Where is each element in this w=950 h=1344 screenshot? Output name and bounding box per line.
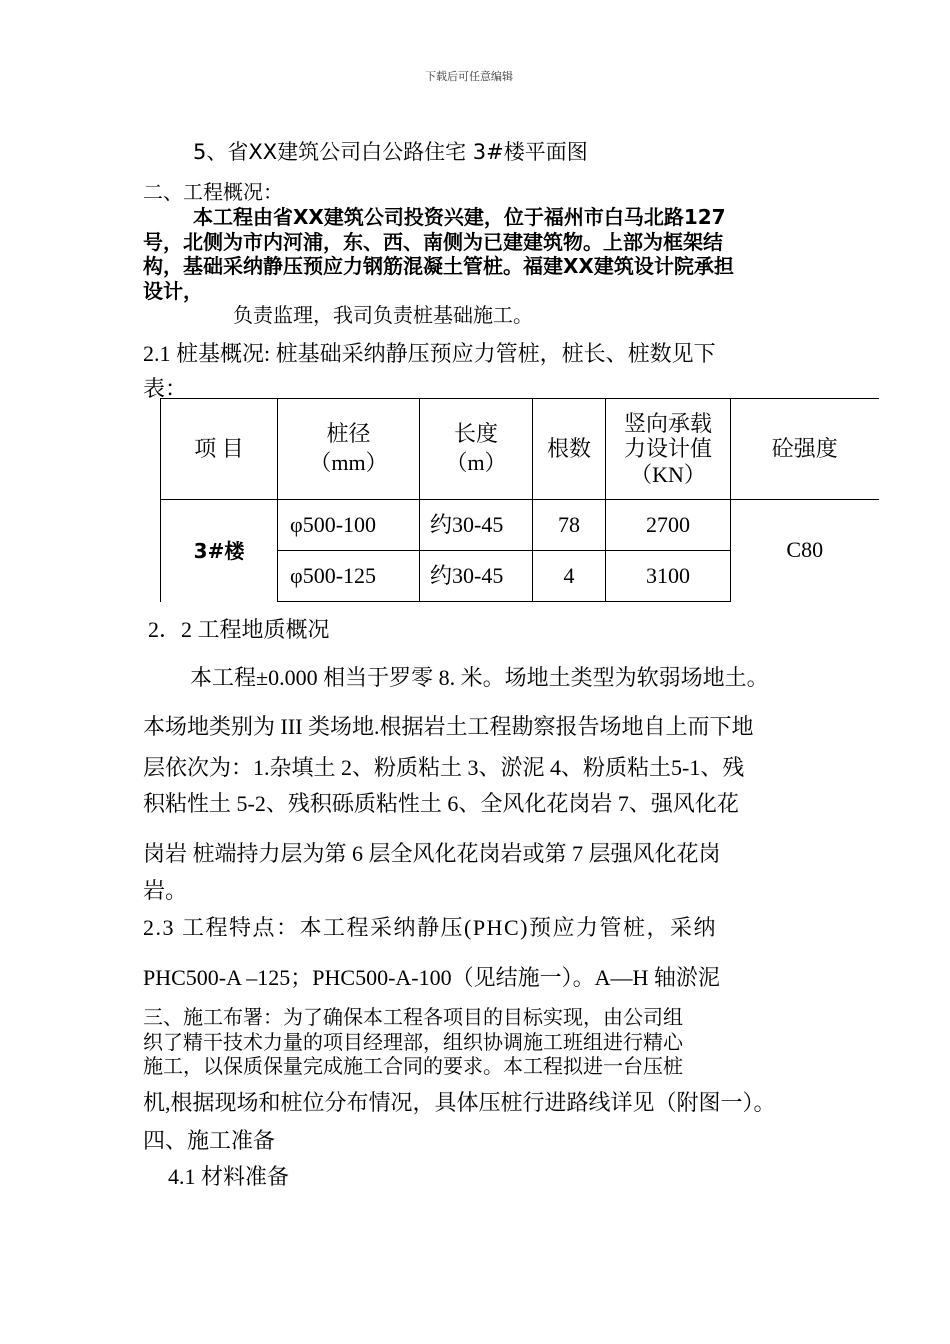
geology-line-5: 岗岩 桩端持力层为第 6 层全风化花岗岩或第 7 层强风化花岗 xyxy=(143,841,721,866)
layout-line-1: 三、施工布署：为了确保本工程各项目的目标实现，由公司组 xyxy=(143,1005,683,1029)
table-row xyxy=(161,500,879,551)
length-cell: 约30-45 xyxy=(420,551,533,602)
header-length: 长度 （m） xyxy=(420,399,533,500)
overview-line-3: 构，基础采纳静压预应力钢筋混凝土管桩。福建XX建筑设计院承担 xyxy=(143,254,734,278)
capacity-cell: 2700 xyxy=(606,500,731,551)
pile-overview-line-1: 2.1 桩基概况: 桩基础采纳静压预应力管桩，桩长、桩数见下 xyxy=(143,341,716,366)
header-item: 项 目 xyxy=(161,399,278,500)
pile-overview-line-2: 表： xyxy=(143,376,188,401)
strength-cell: C80 xyxy=(731,500,879,602)
capacity-cell: 3100 xyxy=(606,551,731,602)
geology-line-2: 本场地类别为 III 类场地.根据岩土工程勘察报告场地自上而下地 xyxy=(143,714,754,739)
overview-line-5: 负责监理，我司负责桩基础施工。 xyxy=(233,303,533,327)
layout-line-2: 织了精干技术力量的项目经理部，组织协调施工班组进行精心 xyxy=(143,1030,683,1054)
header-capacity: 竖向承载 力设计值 （KN） xyxy=(606,399,731,500)
pile-table xyxy=(160,398,879,602)
header-count: 根数 xyxy=(533,399,606,500)
section-2-heading: 二、工程概况： xyxy=(143,180,283,204)
geology-line-4: 积粘性土 5-2、残积砾质粘性土 6、全风化花岗岩 7、强风化花 xyxy=(143,791,739,816)
overview-line-2: 号，北侧为市内河浦，东、西、南侧为已建建筑物。上部为框架结 xyxy=(143,230,723,254)
geology-line-1: 本工程±0.000 相当于罗零 8. 米。场地土类型为软弱场地土。 xyxy=(190,665,769,690)
building-cell: 3#楼 xyxy=(161,500,278,602)
length-cell: 约30-45 xyxy=(420,500,533,551)
diameter-cell: φ500-125 xyxy=(278,551,420,602)
features-line-2: PHC500-A –125；PHC500-A-100（见结施一）。A—H 轴淤泥 xyxy=(143,965,720,990)
diameter-cell: φ500-100 xyxy=(278,500,420,551)
geology-line-6: 岩。 xyxy=(143,878,188,903)
table-header-row xyxy=(161,399,879,500)
overview-line-4: 设计， xyxy=(143,279,203,303)
geology-line-3: 层依次为：1.杂填土 2、粉质粘土 3、淤泥 4、粉质粘土5-1、残 xyxy=(143,755,745,780)
geology-heading: 2．2 工程地质概况 xyxy=(148,617,330,642)
page-header: 下载后可任意编辑 xyxy=(425,71,513,83)
section-4-heading: 四、施工准备 xyxy=(143,1128,276,1153)
layout-line-3: 施工，以保质保量完成施工合同的要求。本工程拟进一台压桩 xyxy=(143,1054,683,1078)
materials-heading: 4.1 材料准备 xyxy=(168,1164,290,1189)
count-cell: 78 xyxy=(533,500,606,551)
layout-line-4: 机,根据现场和桩位分布情况，具体压桩行进路线详见（附图一）。 xyxy=(143,1090,776,1115)
header-diameter: 桩径 （mm） xyxy=(278,399,420,500)
page-title: 5、省XX建筑公司白公路住宅 3#楼平面图 xyxy=(193,140,588,164)
header-strength: 砼强度 xyxy=(731,399,879,500)
overview-line-1: 本工程由省XX建筑公司投资兴建，位于福州市白马北路127 xyxy=(193,205,726,229)
features-line-1: 2.3 工程特点：本工程采纳静压(PHC)预应力管桩，采纳 xyxy=(143,915,717,940)
count-cell: 4 xyxy=(533,551,606,602)
